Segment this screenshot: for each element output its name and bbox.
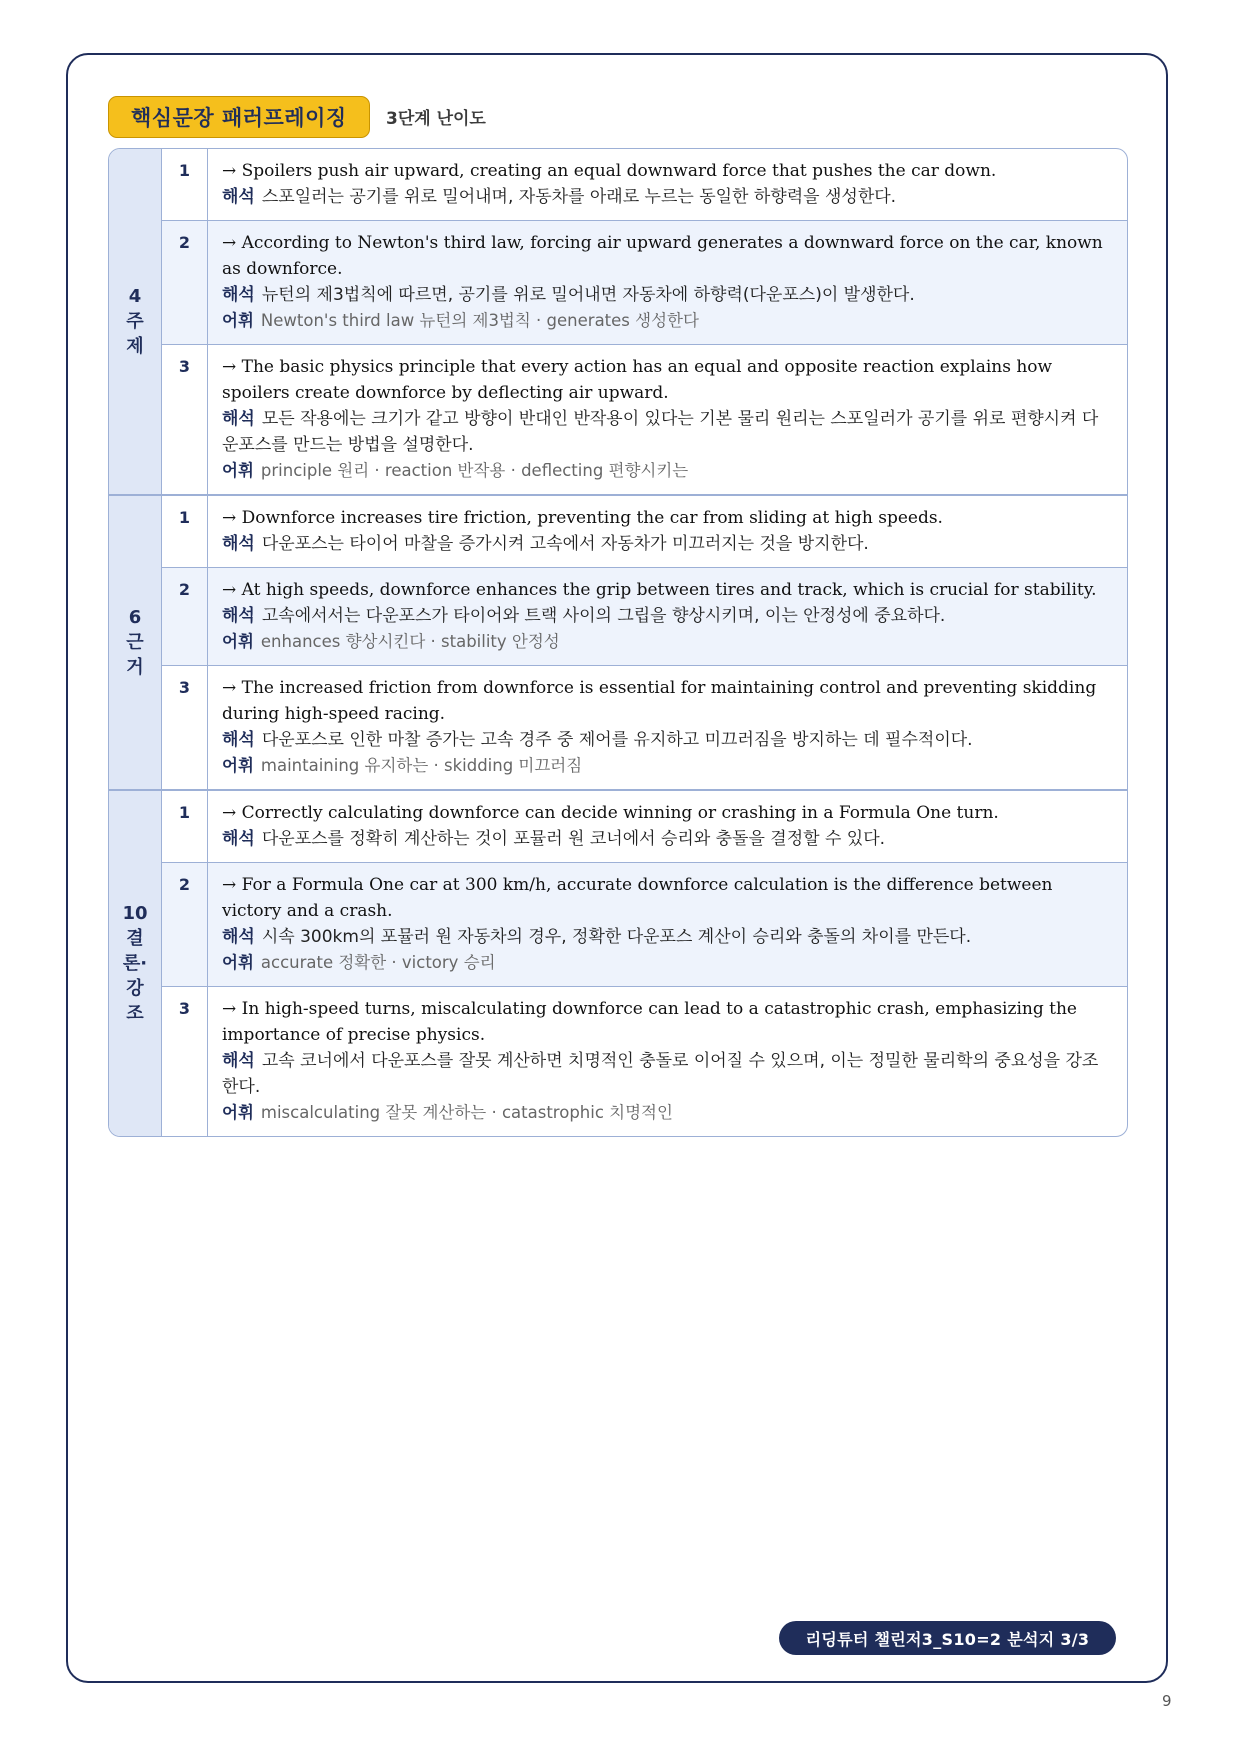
table-row	[162, 862, 1127, 986]
row-number: 1	[162, 149, 208, 220]
section-label-char: 10	[122, 903, 148, 924]
english-sentence: → The increased friction from downforce is essential for maintaining control and preventing skidding during high-speed racing.	[222, 678, 1097, 724]
section-title-badge	[108, 96, 370, 138]
vocab-text: maintaining 유지하는 · skidding 미끄러짐	[260, 756, 583, 775]
vocab-tag: 어휘	[222, 632, 254, 651]
row-number: 3	[162, 666, 208, 789]
section-label-char: 강	[126, 978, 144, 999]
row-content	[208, 345, 1127, 494]
row-content	[208, 221, 1127, 344]
vocab-line	[222, 308, 1107, 334]
table-row	[162, 220, 1127, 344]
section-title: 핵심문장 패러프레이징	[131, 106, 347, 130]
row-number: 1	[162, 791, 208, 862]
vocab-text: Newton's third law 뉴턴의 제3법칙 · generates 생성한다	[260, 311, 699, 330]
row-number: 2	[162, 863, 208, 986]
table-row	[162, 496, 1127, 567]
vocab-line	[222, 753, 1107, 779]
vocab-text: enhances 향상시킨다 · stability 안정성	[260, 632, 560, 651]
interpretation-text: 다운포스는 타이어 마찰을 증가시켜 고속에서 자동차가 미끄러지는 것을 방지한다.	[261, 534, 869, 554]
section-label-char: 제	[126, 336, 144, 357]
interpretation-text: 다운포스를 정확히 계산하는 것이 포뮬러 원 코너에서 승리와 충돌을 결정할 수 있다.	[261, 829, 886, 849]
section-label	[109, 149, 162, 494]
english-sentence: → At high speeds, downforce enhances the grip between tires and track, which is crucial for stability.	[222, 580, 1097, 600]
interpretation-tag: 해석	[222, 409, 255, 429]
interpretation-tag: 해석	[222, 285, 255, 305]
table-row	[162, 986, 1127, 1136]
section-label-char: 주	[126, 311, 144, 332]
row-number: 1	[162, 496, 208, 567]
interpretation-line	[222, 1048, 1107, 1100]
table-row	[162, 791, 1127, 862]
vocab-tag: 어휘	[222, 1103, 254, 1122]
table-row	[162, 567, 1127, 665]
row-number: 2	[162, 221, 208, 344]
interpretation-tag: 해석	[222, 534, 255, 554]
section-group	[109, 149, 1127, 494]
row-content	[208, 568, 1127, 665]
table-row	[162, 149, 1127, 220]
interpretation-text: 모든 작용에는 크기가 같고 방향이 반대인 반작용이 있다는 기본 물리 원리는 스포일러가 공기를 위로 편향시켜 다운포스를 만드는 방법을 설명한다.	[222, 409, 1099, 455]
vocab-line	[222, 1100, 1107, 1126]
interpretation-text: 고속 코너에서 다운포스를 잘못 계산하면 치명적인 충돌로 이어질 수 있으며, 이는 정밀한 물리학의 중요성을 강조한다.	[222, 1051, 1099, 1097]
vocab-tag: 어휘	[222, 756, 254, 775]
interpretation-line	[222, 406, 1107, 458]
section-label	[109, 496, 162, 789]
interpretation-tag: 해석	[222, 927, 255, 947]
english-sentence: → The basic physics principle that every action has an equal and opposite reaction explains how spoilers create downforce by deflecting air upward.	[222, 357, 1053, 403]
vocab-tag: 어휘	[222, 953, 254, 972]
interpretation-text: 스포일러는 공기를 위로 밀어내며, 자동차를 아래로 누르는 동일한 하향력을 생성한다.	[261, 187, 897, 207]
interpretation-tag: 해석	[222, 730, 255, 750]
section-label-char: 거	[126, 657, 144, 678]
interpretation-line	[222, 282, 1107, 308]
english-sentence: → Correctly calculating downforce can decide winning or crashing in a Formula One turn.	[222, 803, 999, 823]
row-number: 3	[162, 345, 208, 494]
interpretation-text: 뉴턴의 제3법칙에 따르면, 공기를 위로 밀어내면 자동차에 하향력(다운포스)이 발생한다.	[261, 285, 915, 305]
english-sentence: → Downforce increases tire friction, preventing the car from sliding at high speeds.	[222, 508, 943, 528]
section-label-char: 결	[126, 928, 144, 949]
section-label	[109, 791, 162, 1136]
english-sentence: → Spoilers push air upward, creating an equal downward force that pushes the car down.	[222, 161, 997, 181]
vocab-text: miscalculating 잘못 계산하는 · catastrophic 치명적인	[260, 1103, 673, 1122]
row-content	[208, 149, 1127, 220]
section-group	[109, 494, 1127, 789]
footer-label: 리딩튜터 챌린저3_S10=2 분석지 3/3	[805, 1629, 1090, 1649]
interpretation-line	[222, 727, 1107, 753]
interpretation-tag: 해석	[222, 829, 255, 849]
section-label-char: 조	[126, 1003, 144, 1024]
interpretation-tag: 해석	[222, 187, 255, 207]
interpretation-line	[222, 826, 1107, 852]
interpretation-tag: 해석	[222, 1051, 255, 1071]
interpretation-text: 시속 300km의 포뮬러 원 자동차의 경우, 정확한 다운포스 계산이 승리와 충돌의 차이를 만든다.	[261, 927, 972, 947]
row-content	[208, 666, 1127, 789]
row-number: 3	[162, 987, 208, 1136]
row-number: 2	[162, 568, 208, 665]
row-content	[208, 496, 1127, 567]
interpretation-text: 다운포스로 인한 마찰 증가는 고속 경주 중 제어를 유지하고 미끄러짐을 방지하는 데 필수적이다.	[261, 730, 973, 750]
section-label-char: 근	[126, 632, 144, 653]
vocab-line	[222, 458, 1107, 484]
section-label-char: 론·	[122, 953, 148, 974]
interpretation-line	[222, 184, 1107, 210]
english-sentence: → In high-speed turns, miscalculating downforce can lead to a catastrophic crash, emphasizing the importance of precise physics.	[222, 999, 1077, 1045]
section-label-char: 4	[128, 286, 142, 307]
english-sentence: → According to Newton's third law, forcing air upward generates a downward force on the car, known as downforce.	[222, 233, 1103, 279]
vocab-line	[222, 629, 1107, 655]
section-group	[109, 789, 1127, 1136]
vocab-tag: 어휘	[222, 311, 254, 330]
interpretation-line	[222, 924, 1107, 950]
paraphrase-table	[108, 148, 1128, 1137]
vocab-tag: 어휘	[222, 461, 254, 480]
page-number: 9	[1162, 1692, 1172, 1710]
interpretation-line	[222, 531, 1107, 557]
difficulty-label: 3단계 난이도	[386, 109, 486, 129]
section-label-char: 6	[128, 607, 142, 628]
table-row	[162, 665, 1127, 789]
english-sentence: → For a Formula One car at 300 km/h, accurate downforce calculation is the difference between victory and a crash.	[222, 875, 1053, 921]
vocab-line	[222, 950, 1107, 976]
row-content	[208, 863, 1127, 986]
vocab-text: principle 원리 · reaction 반작용 · deflecting 편향시키는	[260, 461, 689, 480]
interpretation-tag: 해석	[222, 606, 255, 626]
row-content	[208, 987, 1127, 1136]
interpretation-text: 고속에서서는 다운포스가 타이어와 트랙 사이의 그립을 향상시키며, 이는 안정성에 중요하다.	[261, 606, 946, 626]
interpretation-line	[222, 603, 1107, 629]
vocab-text: accurate 정확한 · victory 승리	[260, 953, 496, 972]
table-row	[162, 344, 1127, 494]
footer-badge	[779, 1621, 1116, 1655]
row-content	[208, 791, 1127, 862]
